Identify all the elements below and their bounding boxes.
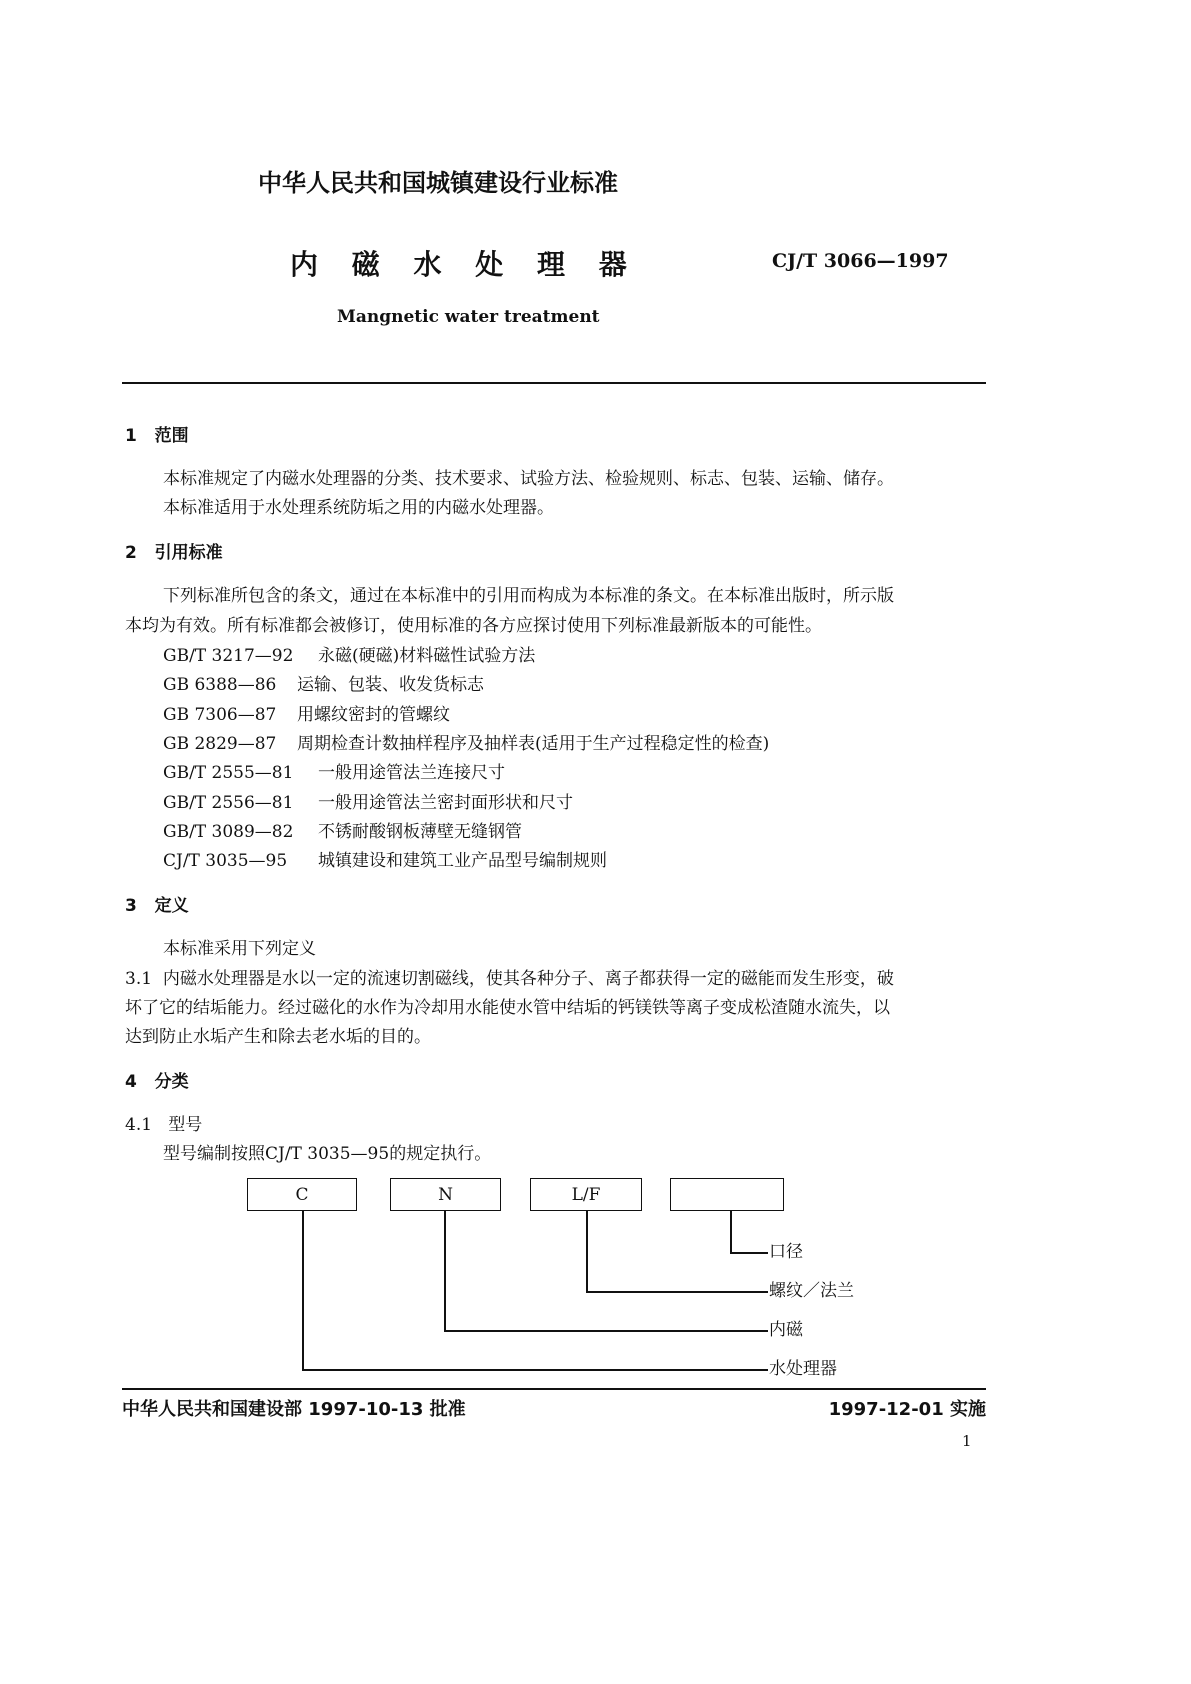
doc-title: 内 磁 水 处 理 器 xyxy=(290,248,639,281)
header-rule xyxy=(122,382,986,384)
reference-name: 不锈耐酸钢板薄壁无缝钢管 xyxy=(318,821,522,842)
reference-item xyxy=(163,765,505,782)
subsection-4-1 xyxy=(125,1117,202,1134)
reference-item xyxy=(163,733,770,754)
subsection-title: 型号 xyxy=(168,1115,203,1135)
connector-line xyxy=(730,1252,768,1254)
code-box: N xyxy=(390,1178,501,1211)
reference-code: GB/T 3217—92 xyxy=(163,646,294,666)
section-title: 引用标准 xyxy=(154,543,223,563)
effective-date: 1997-12-01 实施 xyxy=(828,1399,986,1420)
reference-name: 周期检查计数抽样程序及抽样表(适用于生产过程稳定性的检查) xyxy=(297,733,770,754)
reference-name: 一般用途管法兰连接尺寸 xyxy=(318,763,505,784)
subsection-number: 4.1 xyxy=(125,1115,153,1135)
reference-code: GB/T 2555—81 xyxy=(163,763,294,784)
reference-name: 运输、包装、收发货标志 xyxy=(297,675,484,696)
connector-line xyxy=(730,1211,732,1253)
approval-text: 中华人民共和国建设部 1997-10-13 批准 xyxy=(122,1399,466,1420)
clause-3-1 xyxy=(125,971,894,988)
reference-code: GB 6388—86 xyxy=(163,675,277,696)
reference-item xyxy=(163,677,484,694)
reference-item xyxy=(163,821,522,842)
paragraph-line: 本标准采用下列定义 xyxy=(163,939,316,959)
connector-line xyxy=(302,1211,304,1370)
paragraph-line: 本标准规定了内磁水处理器的分类、技术要求、试验方法、检验规则、标志、包装、运输、储存。 xyxy=(163,469,894,489)
code-box xyxy=(670,1178,784,1211)
page-number: 1 xyxy=(962,1432,972,1450)
section-title: 范围 xyxy=(154,426,189,446)
paragraph-line: 下列标准所包含的条文，通过在本标准中的引用而构成为本标准的条文。在本标准出版时，所示版 xyxy=(163,586,894,606)
reference-name: 城镇建设和建筑工业产品型号编制规则 xyxy=(318,851,607,872)
english-title: Mangnetic water treatment xyxy=(337,307,600,327)
code-box: C xyxy=(247,1178,357,1211)
section-3-heading xyxy=(125,898,189,915)
code-box: L/F xyxy=(530,1178,642,1211)
section-number: 4 xyxy=(125,1072,137,1092)
standard-code: CJ/T 3066—1997 xyxy=(772,250,949,272)
reference-name: 一般用途管法兰密封面形状和尺寸 xyxy=(318,792,573,813)
reference-item xyxy=(163,648,535,665)
section-number: 1 xyxy=(125,426,137,446)
reference-name: 用螺纹密封的管螺纹 xyxy=(297,704,450,725)
section-2-heading xyxy=(125,545,223,562)
connector-line xyxy=(444,1211,446,1331)
reference-code: GB/T 2556—81 xyxy=(163,792,294,813)
connector-line xyxy=(586,1211,588,1292)
reference-item xyxy=(163,853,607,870)
section-1-heading xyxy=(125,428,189,445)
section-4-heading xyxy=(125,1074,189,1091)
reference-item xyxy=(163,792,573,813)
paragraph-line: 本均为有效。所有标准都会被修订，使用标准的各方应探讨使用下列标准最新版本的可能性。 xyxy=(125,616,822,636)
section-title: 分类 xyxy=(154,1072,189,1092)
section-number: 3 xyxy=(125,896,137,916)
section-title: 定义 xyxy=(154,896,189,916)
connector-line xyxy=(444,1330,768,1332)
clause-number: 3.1 xyxy=(125,969,153,989)
footer-rule xyxy=(122,1388,986,1390)
diagram-label: 内磁 xyxy=(769,1320,803,1340)
reference-item xyxy=(163,704,450,725)
diagram-label: 螺纹／法兰 xyxy=(769,1281,854,1301)
paragraph-line: 达到防止水垢产生和除去老水垢的目的。 xyxy=(125,1027,431,1047)
paragraph-line: 本标准适用于水处理系统防垢之用的内磁水处理器。 xyxy=(163,498,554,518)
reference-name: 永磁(硬磁)材料磁性试验方法 xyxy=(318,646,536,666)
section-number: 2 xyxy=(125,543,137,563)
reference-code: GB 2829—87 xyxy=(163,733,277,754)
connector-line xyxy=(302,1369,768,1371)
diagram-label: 水处理器 xyxy=(769,1359,837,1379)
reference-code: GB/T 3089—82 xyxy=(163,821,294,842)
paragraph-line: 型号编制按照CJ/T 3035—95的规定执行。 xyxy=(163,1144,492,1164)
paragraph-line: 内磁水处理器是水以一定的流速切割磁线，使其各种分子、离子都获得一定的磁能而发生形变，破 xyxy=(162,969,894,989)
connector-line xyxy=(586,1291,768,1293)
diagram-label: 口径 xyxy=(769,1242,803,1262)
reference-code: GB 7306—87 xyxy=(163,704,277,725)
org-title: 中华人民共和国城镇建设行业标准 xyxy=(258,169,618,197)
reference-code: CJ/T 3035—95 xyxy=(163,851,288,872)
paragraph-line: 坏了它的结垢能力。经过磁化的水作为冷却用水能使水管中结垢的钙镁铁等离子变成松渣随水流失，以 xyxy=(125,998,890,1018)
